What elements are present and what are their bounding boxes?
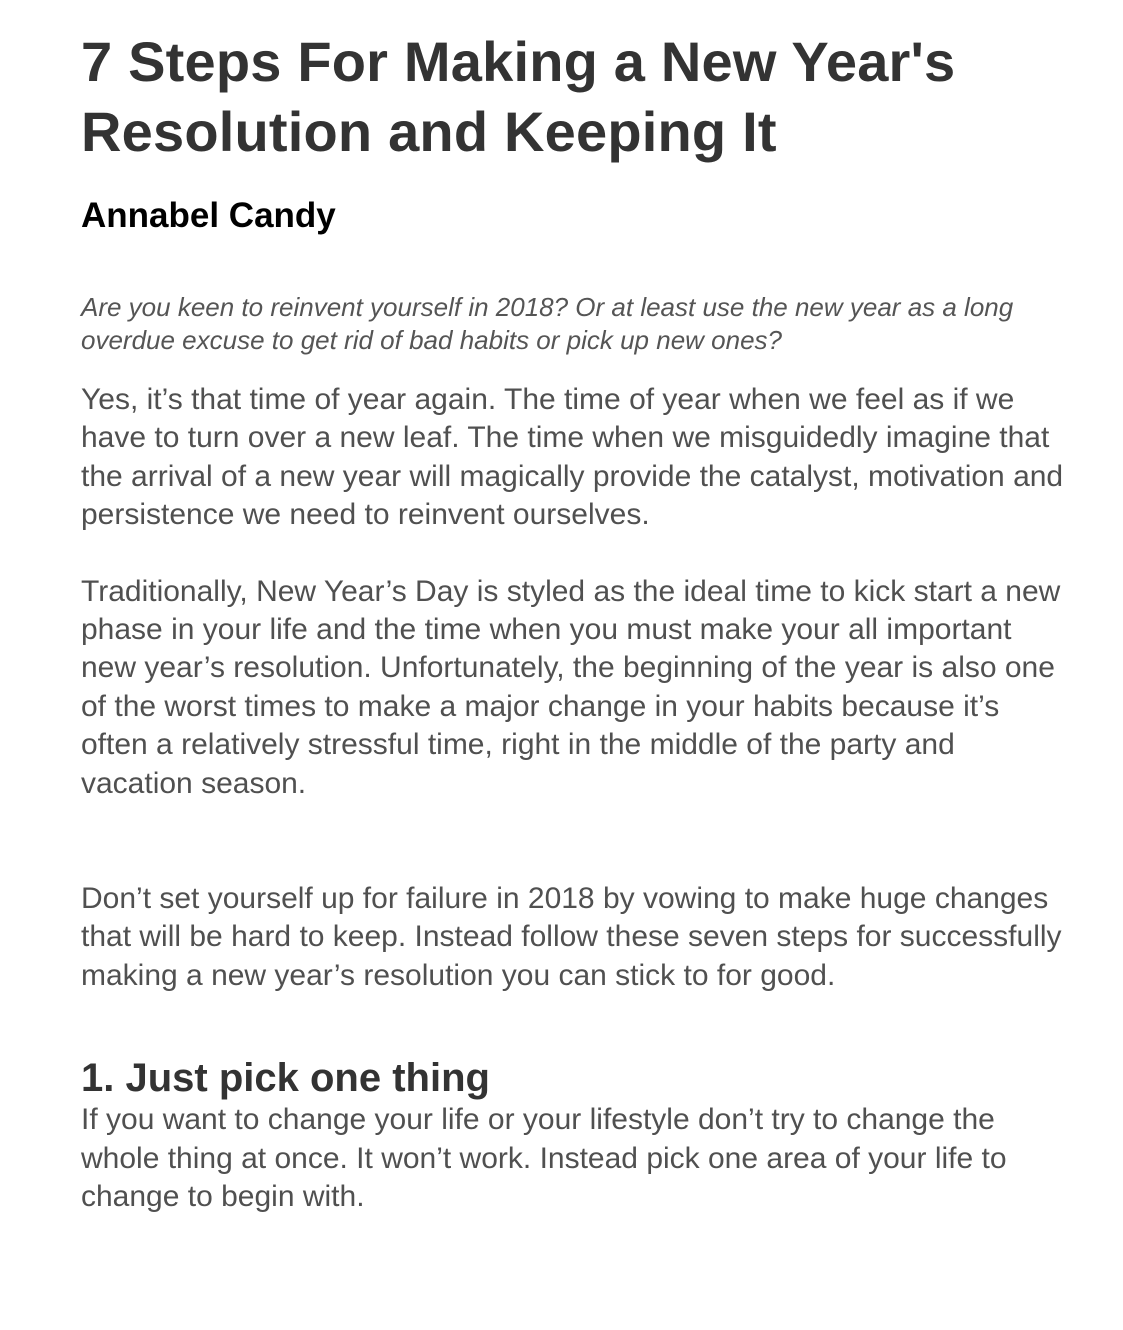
article [81, 0, 1071, 1217]
article-title-line-1: 7 Steps For Making a New Year's [81, 30, 956, 93]
article-title-line-2: Resolution and Keeping It [81, 100, 777, 163]
body-paragraph-1: Yes, it’s that time of year again. The time of year when we feel as if we have to turn over a new leaf. The time when we misguidedly imagine that the arrival of a new year will magically provide the catalyst, motivation and persistence we need to reinvent ourselves. [81, 383, 1064, 532]
step-body-1: If you want to change your life or your lifestyle don’t try to change the whole thing at once. It won’t work. Instead pick one area of your life to change to begin with. [81, 1103, 1007, 1214]
article-intro: Are you keen to reinvent yourself in 2018? Or at least use the new year as a long overdue excuse to get rid of bad habits or pick up new ones? [81, 292, 1014, 355]
body-paragraph-2: Traditionally, New Year’s Day is styled as the ideal time to kick start a new phase in your life and the time when you must make your all important new year’s resolution. Unfortunately, the beginning of the year is also one of the worst times to make a major change in your habits because it’s often a relatively stressful time, right in the middle of the party and vacation season. [81, 574, 1061, 800]
step-heading-1: 1. Just pick one thing [81, 1056, 490, 1101]
step-section-1 [81, 1055, 1071, 1216]
article-author: Annabel Candy [81, 196, 336, 235]
body-paragraph-3: Don’t set yourself up for failure in 2018 by vowing to make huge changes that will be hard to keep. Instead follow these seven steps for successfully making a new year’s resolution you can stick to for good. [81, 882, 1062, 992]
article-title [81, 0, 1071, 167]
